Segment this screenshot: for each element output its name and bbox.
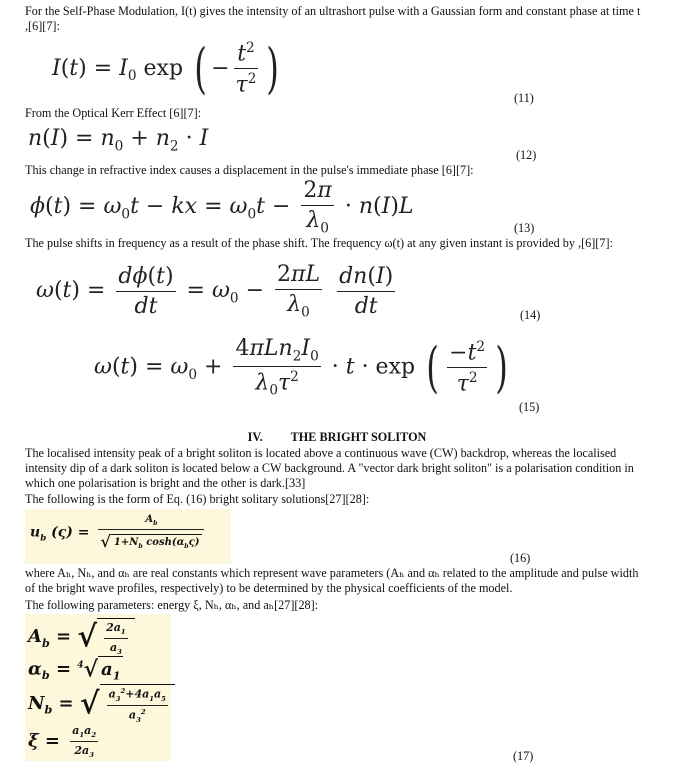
refractive-text: This change in refractive index causes a displacement in the pulse's immediate phase [6][7]: bbox=[25, 163, 474, 177]
equation-number: (13) bbox=[514, 221, 535, 235]
equation-17-alpha: $\alpha_b = ^4√$ $a_1$ bbox=[28, 656, 123, 683]
intro-paragraph: For the Self-Phase Modulation, I(t) gives the intensity of an ultrashort pulse with a Gaussian form and constant phase at time t ,[6][7]: bbox=[25, 4, 641, 33]
equation-14: ω(t) = $\frac{d\phi(t)}{dt}$ = $\omega_0$ − $\frac{2\pi L}{\lambda_0}$ $\frac{dn(I)}{dt}$ bbox=[36, 262, 394, 321]
equation-11: $I(t) = I_0$ exp ( − $\frac{t^2}{\tau^2}$ ) bbox=[52, 36, 280, 100]
where-paragraph: where Aₕ, Nₕ, and αₕ are real constants which represent wave parameters (Aₕ and αₕ related to the amplitude and pulse width of the bright wave profiles, respectively) to be determined by the physical coefficients of the model. bbox=[25, 566, 639, 595]
equation-number: (11) bbox=[514, 91, 534, 105]
equation-number: (17) bbox=[513, 749, 534, 763]
soliton-paragraph: The localised intensity peak of a bright soliton is located above a continuous wave (CW) backdrop, whereas the localised intensity dip of a dark soliton is located below a CW background. A "vector dark bright soliton" is a polarisation condition in which one polarisation is bright and the other is dark.[33] bbox=[25, 446, 634, 490]
kerr-text: From the Optical Kerr Effect [6][7]: bbox=[25, 106, 202, 120]
equation-number: (15) bbox=[519, 400, 540, 414]
section-title: THE BRIGHT SOLITON bbox=[290, 430, 427, 444]
equation-13: $\phi(t) = \omega_0t$ − kx = $\omega_0t$ − $\frac{2\pi}{\lambda_0}$ · n(I)L bbox=[30, 178, 414, 237]
equation-17-n: $N_b$ = √ $\frac{a_3^2+4a_1a_5}{a_3^2}$ bbox=[28, 684, 175, 724]
frequency-text: The pulse shifts in frequency as a result of the phase shift. The frequency ω(t) at any given instant is provided by ,[6][7]: bbox=[25, 236, 613, 250]
section-heading bbox=[0, 430, 674, 445]
equation-12: $n(I) = n_0 + n_2 \cdot I$ bbox=[28, 126, 209, 155]
form-text: The following is the form of Eq. (16) bright solitary solutions[27][28]: bbox=[25, 492, 370, 506]
equation-17-a: $A_b$ = √ $\frac{2a_1}{a_3}$ bbox=[28, 618, 135, 656]
equation-number: (14) bbox=[520, 308, 541, 322]
equation-16: $u_b$ (ς) = $\frac{A_b}{√ 1+N_b \cosh(\alpha_b\varsigma)}$ bbox=[30, 514, 208, 551]
equation-17-xi: ξ = $\frac{a_1a_2}{2a_3}$ bbox=[28, 724, 97, 760]
params-text: The following parameters: energy ξ, Nₕ, αₕ, and aₕ[27][28]: bbox=[25, 598, 319, 612]
section-number: IV. bbox=[247, 430, 263, 444]
equation-15: $\omega(t) = \omega_0$ + $\frac{4\pi Ln_2I_0}{\lambda_0\tau^2}$ · t · exp ( $\frac{-t^2}{\tau^2}$ ) bbox=[94, 335, 508, 400]
equation-number: (16) bbox=[510, 551, 531, 565]
equation-number: (12) bbox=[516, 148, 537, 162]
